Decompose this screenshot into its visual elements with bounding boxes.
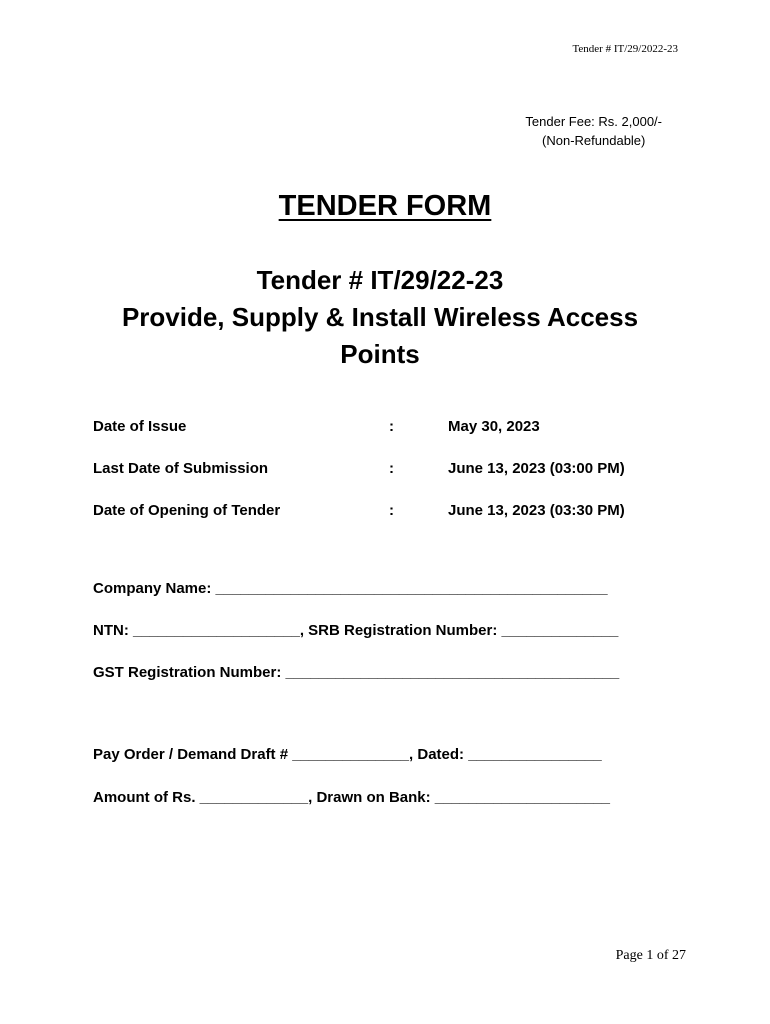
- tender-description-line2: Points: [340, 339, 420, 369]
- tender-number: Tender # IT/29/22-23: [256, 265, 504, 295]
- company-name-field[interactable]: Company Name: _______________________________________________: [93, 580, 608, 597]
- date-opening-row: [93, 502, 653, 524]
- date-value: May 30, 2023: [448, 418, 540, 435]
- date-of-issue-row: [93, 418, 653, 440]
- date-label: Date of Opening of Tender: [93, 502, 281, 519]
- date-label: Date of Issue: [93, 418, 187, 435]
- tender-fee-block: [525, 112, 662, 150]
- date-label: Last Date of Submission: [93, 460, 269, 477]
- date-separator: :: [389, 418, 394, 435]
- tender-subject: [0, 262, 760, 373]
- tender-fee-note: (Non-Refundable): [542, 133, 646, 148]
- form-title: TENDER FORM: [278, 190, 492, 222]
- ntn-srb-field[interactable]: NTN: ____________________, SRB Registration Number: ______________: [93, 622, 619, 639]
- date-separator: :: [389, 460, 394, 477]
- date-value: June 13, 2023 (03:30 PM): [448, 502, 625, 519]
- gst-registration-field[interactable]: GST Registration Number: ________________________________________: [93, 664, 620, 681]
- header-tender-reference: Tender # IT/29/2022-23: [572, 43, 678, 55]
- tender-description-line1: Provide, Supply & Install Wireless Access: [121, 302, 639, 332]
- tender-fee-amount: Tender Fee: Rs. 2,000/-: [525, 114, 662, 129]
- date-value: June 13, 2023 (03:00 PM): [448, 460, 625, 477]
- last-date-submission-row: [93, 460, 653, 482]
- page-number: Page 1 of 27: [615, 948, 686, 963]
- amount-bank-field[interactable]: Amount of Rs. _____________, Drawn on Bank: _____________________: [93, 789, 610, 806]
- pay-order-field[interactable]: Pay Order / Demand Draft # ______________, Dated: ________________: [93, 746, 602, 763]
- date-separator: :: [389, 502, 394, 519]
